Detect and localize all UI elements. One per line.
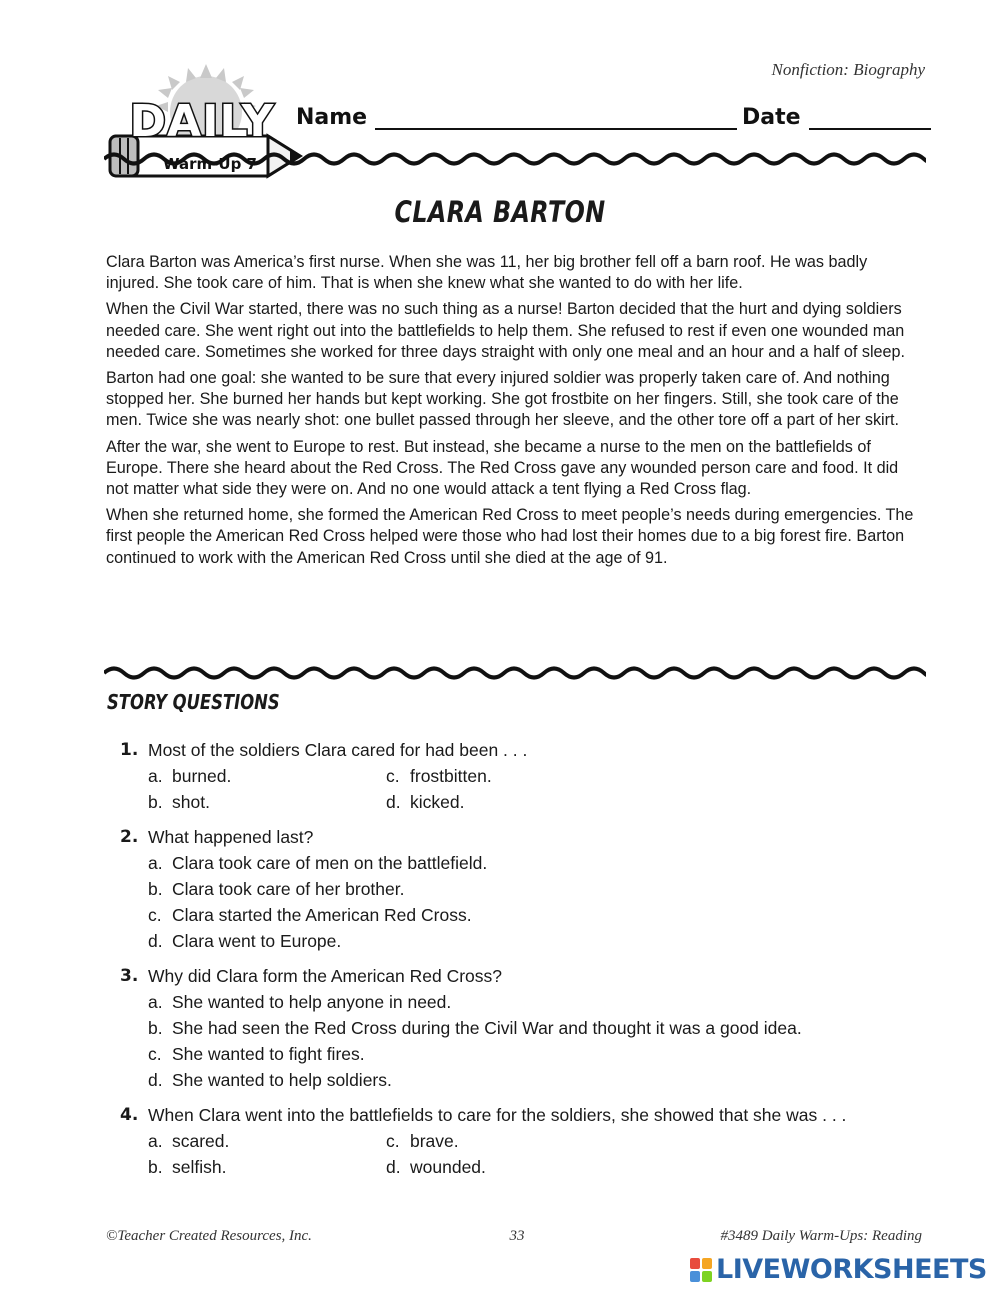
option-d[interactable]: d. kicked. [386, 791, 465, 812]
logo-word: DAILY [129, 96, 275, 147]
liveworksheets-watermark [690, 1254, 987, 1285]
name-blank[interactable] [375, 104, 737, 130]
page-title: CLARA BARTON [394, 195, 606, 229]
option-c[interactable]: c. brave. [386, 1130, 459, 1151]
story-paragraph: Clara Barton was America’s first nurse. When she was 11, her big brother fell off a barn roof. He was badly injured. She took care of him. That is when she knew what she wanted to do with her life. [106, 253, 868, 293]
liveworksheets-logo-icon [690, 1258, 712, 1282]
option-d[interactable]: d. Clara went to Europe. [148, 930, 342, 951]
date-label: Date [742, 105, 801, 130]
question-number: 3. [120, 966, 139, 986]
story-paragraph: When the Civil War started, there was no such thing as a nurse! Barton decided that the hurt and dying soldiers needed care. She went right out into the battlefields to help them. She refused to rest if even one wounded man needed care. Sometimes she worked for three days straight with only one meal and an hour and a half of sleep. [106, 300, 906, 361]
name-label: Name [296, 105, 368, 130]
story-paragraph: When she returned home, she formed the American Red Cross to meet people’s needs during emergencies. The first people the American Red Cross helped were those who had lost their homes due to a big forest fire. Barton continued to work with the American Red Cross until she died at the age of 91. [106, 506, 914, 567]
header-wave-divider [104, 148, 926, 170]
option-b[interactable]: b. She had seen the Red Cross during the Civil War and thought it was a good idea. [148, 1017, 802, 1038]
daily-warm-up-logo [104, 62, 314, 190]
question-1 [120, 737, 940, 815]
question-text: What happened last? [148, 826, 314, 847]
option-d[interactable]: d. wounded. [386, 1156, 486, 1177]
story-text [106, 252, 924, 574]
question-4 [120, 1102, 940, 1180]
option-b[interactable]: b. selfish. [148, 1156, 227, 1177]
question-2 [120, 824, 940, 954]
option-c[interactable]: c. Clara started the American Red Cross. [148, 904, 472, 925]
footer-copyright: ©Teacher Created Resources, Inc. [106, 1228, 312, 1244]
option-a[interactable]: a. She wanted to help anyone in need. [148, 991, 452, 1012]
story-wave-divider [104, 662, 926, 684]
option-b[interactable]: b. Clara took care of her brother. [148, 878, 405, 899]
questions-heading: STORY QUESTIONS [107, 690, 280, 714]
footer-book-title: #3489 Daily Warm-Ups: Reading [720, 1228, 922, 1244]
watermark-text: LIVEWORKSHEETS [716, 1254, 987, 1285]
footer-page-number: 33 [509, 1228, 525, 1244]
name-field[interactable] [296, 104, 737, 130]
logo-subtitle: Warm-Up 7 [163, 155, 257, 173]
question-number: 2. [120, 827, 139, 847]
question-number: 1. [120, 740, 139, 760]
option-d[interactable]: d. She wanted to help soldiers. [148, 1069, 392, 1090]
question-3 [120, 963, 940, 1093]
option-c[interactable]: c. She wanted to fight fires. [148, 1043, 365, 1064]
genre-label: Nonfiction: Biography [771, 60, 925, 79]
question-number: 4. [120, 1105, 139, 1125]
option-b[interactable]: b. shot. [148, 791, 210, 812]
question-text: Most of the soldiers Clara cared for had been . . . [148, 739, 528, 760]
option-a[interactable]: a. burned. [148, 765, 232, 786]
questions-list [120, 737, 940, 1189]
option-a[interactable]: a. Clara took care of men on the battlefield. [148, 852, 488, 873]
date-blank[interactable] [809, 104, 931, 130]
story-paragraph: After the war, she went to Europe to rest. But instead, she became a nurse to the men on the battlefields of Europe. There she heard about the Red Cross. The Red Cross gave any wounded person care and food. It did not matter what side they were on. And no one would attack a tent flying a Red Cross flag. [106, 437, 899, 499]
date-field[interactable] [742, 104, 931, 130]
question-text: When Clara went into the battlefields to care for the soldiers, she showed that she was . . . [148, 1104, 847, 1125]
option-c[interactable]: c. frostbitten. [386, 765, 492, 786]
option-a[interactable]: a. scared. [148, 1130, 230, 1151]
question-text: Why did Clara form the American Red Cross? [148, 965, 503, 986]
story-paragraph: Barton had one goal: she wanted to be sure that every injured soldier was properly taken care of. And nothing stopped her. She burned her hands but kept working. She got frostbite on her fingers. Still, she took care of the men. Twice she was nearly shot: one bullet passed through her sleeve, and the other tore off a part of her skirt. [106, 369, 900, 430]
